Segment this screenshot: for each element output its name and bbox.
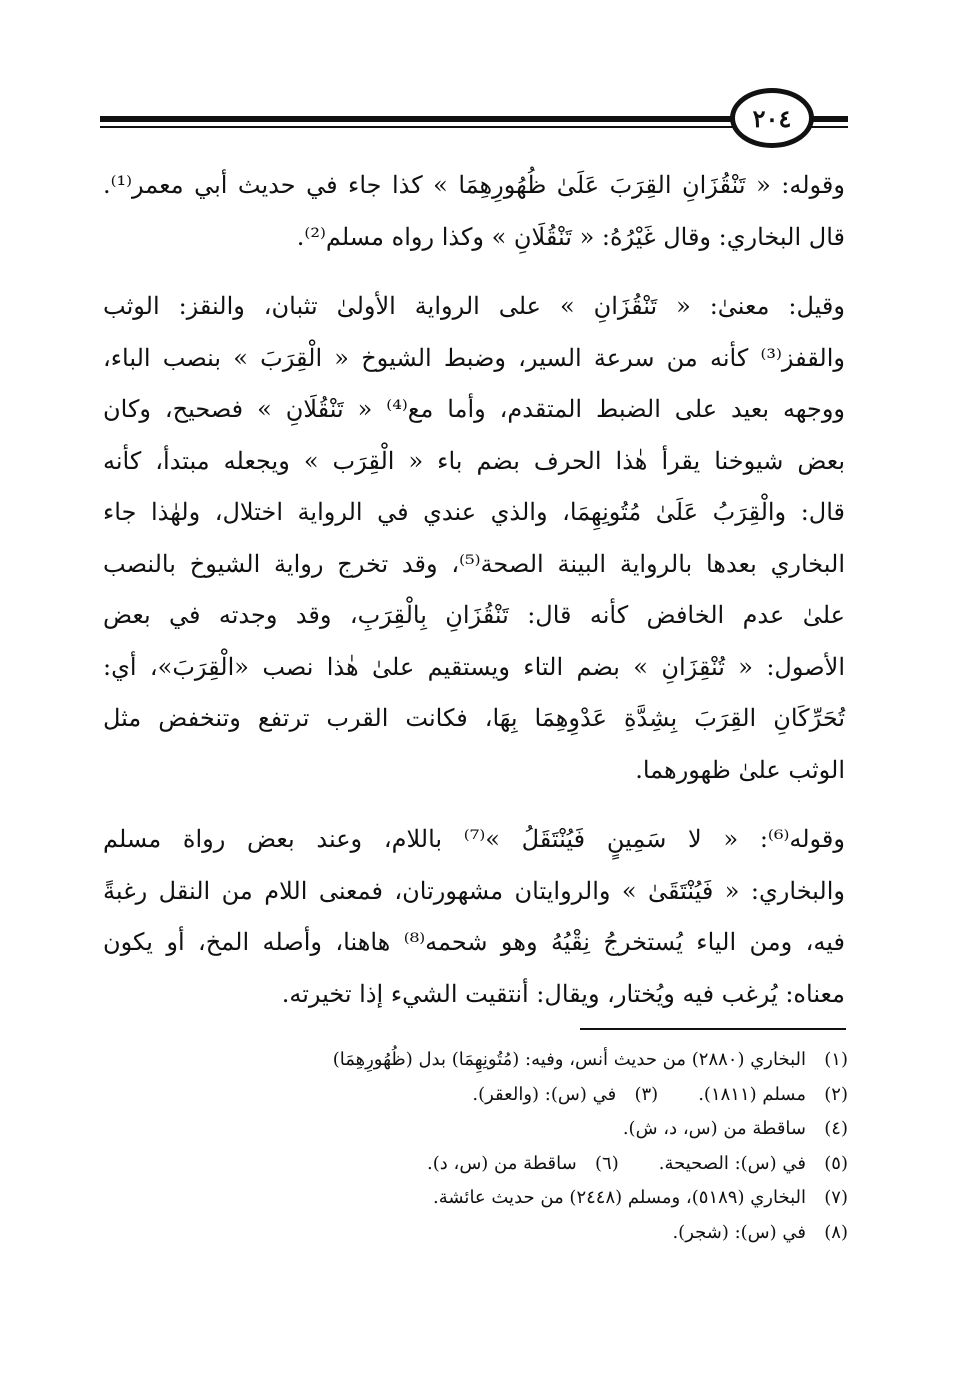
text-line: وقوله: « تَنْقُزَانِ القِرَبَ عَلَىٰ ظُهُورِهِمَا » كذا جاء في حديث أبي معمر⁽¹⁾. bbox=[103, 171, 845, 199]
text-line: وقوله⁽⁶⁾: « لا سَمِينٍ فَيُنْتَقَلُ »⁽⁷⁾ باللام، وعند بعض رواة مسلم bbox=[103, 825, 845, 853]
text-line: الأصول: « تُنْقِزَانِ » بضم التاء ويستقيم علىٰ هٰذا نصب «الْقِرَبَ»، أي: bbox=[103, 652, 845, 681]
footnote bbox=[180, 1216, 848, 1251]
header-rule-thin-left bbox=[100, 126, 750, 128]
footnote-text: ساقطة من (س، د، ش). bbox=[622, 1118, 806, 1139]
text-line: قال: والْقِرَبُ عَلَىٰ مُتُونِهِمَا، والذي عندي في الرواية اختلال، ولهٰذا جاء bbox=[103, 498, 845, 526]
text-line: والبخاري: « فَيُنْتَقَىٰ » والروايتان مشهورتان، فمعنى اللام من النقل رغبةً bbox=[103, 876, 845, 905]
footnote-text: ساقطة من (س، د). bbox=[427, 1152, 577, 1174]
page-header bbox=[100, 88, 848, 158]
paragraph-3 bbox=[103, 814, 845, 1020]
footnote-number: (٦) bbox=[594, 1152, 619, 1174]
footnotes bbox=[180, 1043, 848, 1250]
paragraph-1 bbox=[103, 160, 845, 263]
footnote-number: (٨) bbox=[824, 1221, 848, 1243]
footnote bbox=[180, 1147, 848, 1182]
main-text bbox=[103, 160, 845, 1038]
text-line: معناه: يُرغب فيه ويُختار، ويقال: أنتقيت الشيء إذا تخيرته. bbox=[281, 979, 845, 1008]
text-line: البخاري بعدها بالرواية البينة الصحة⁽⁵⁾، وقد تخرج رواية الشيوخ بالنصب bbox=[103, 549, 846, 578]
footnote-number: (٧) bbox=[824, 1187, 848, 1208]
text-line: علىٰ عدم الخافض كأنه قال: تَنْقُزَانِ بِالْقِرَبِ، وقد وجدته في بعض bbox=[103, 601, 845, 629]
footnote-text: في (س): (شجر). bbox=[672, 1221, 806, 1243]
footnote-text: البخاري (٢٨٨٠) من حديث أنس، وفيه: (مُتُونِهِمَا) بدل (ظُهُورِهِمَا) bbox=[332, 1049, 806, 1070]
footnote bbox=[180, 1112, 848, 1147]
footnote-number: (٣) bbox=[634, 1083, 659, 1105]
footnote-number: (٥) bbox=[824, 1152, 848, 1174]
text-line: ووجهه بعيد على الضبط المتقدم، وأما مع⁽⁴⁾ « تَنْقُلَانِ » فصحيح، وكان bbox=[103, 395, 846, 423]
footnote-text: البخاري (٥١٨٩)، ومسلم (٢٤٤٨) من حديث عائشة. bbox=[433, 1187, 806, 1208]
text-line: وقيل: معنىٰ: « تَنْقُزَانِ » على الرواية الأولىٰ تثبان، والنقز: الوثب bbox=[103, 292, 845, 320]
paragraph-2 bbox=[103, 281, 845, 796]
footnote-number: (٤) bbox=[824, 1118, 848, 1139]
text-line: فيه، ومن الياء يُستخرجُ نِقْيُهُ وهو شحمه⁽⁸⁾ هاهنا، وأصله المخ، أو يكون bbox=[103, 928, 845, 956]
page-number: ٢٠٤ bbox=[730, 88, 814, 148]
header-rule-thick-left bbox=[100, 116, 750, 122]
footnote-separator bbox=[580, 1028, 846, 1030]
footnote-text: في (س): (والعقر). bbox=[472, 1083, 617, 1105]
text-line: قال البخاري: وقال غَيْرُهُ: « تَنْقُلَانِ » وكذا رواه مسلم⁽²⁾. bbox=[296, 222, 845, 251]
footnote-number: (١) bbox=[824, 1049, 848, 1070]
text-line: تُحَرِّكَانِ القِرَبَ بِشِدَّةِ عَدْوِهِمَا بِهَا، فكانت القرب ترتفع وتنخفض مثل bbox=[103, 704, 845, 732]
footnote-number: (٢) bbox=[824, 1083, 848, 1105]
footnote bbox=[180, 1078, 848, 1113]
text-line: بعض شيوخنا يقرأ هٰذا الحرف بضم باء « الْقِرَب » ويجعله مبتدأ، كأنه bbox=[103, 446, 845, 475]
footnote bbox=[180, 1043, 848, 1078]
text-line: والقفز⁽³⁾ كأنه من سرعة السير، وضبط الشيوخ « الْقِرَبَ » بنصب الباء، bbox=[103, 343, 845, 372]
footnote-text: في (س): الصحيحة. bbox=[658, 1152, 806, 1174]
footnote bbox=[180, 1181, 848, 1216]
text-line: الوثب علىٰ ظهورهما. bbox=[635, 755, 845, 784]
footnote-text: مسلم (١٨١١). bbox=[698, 1083, 806, 1105]
